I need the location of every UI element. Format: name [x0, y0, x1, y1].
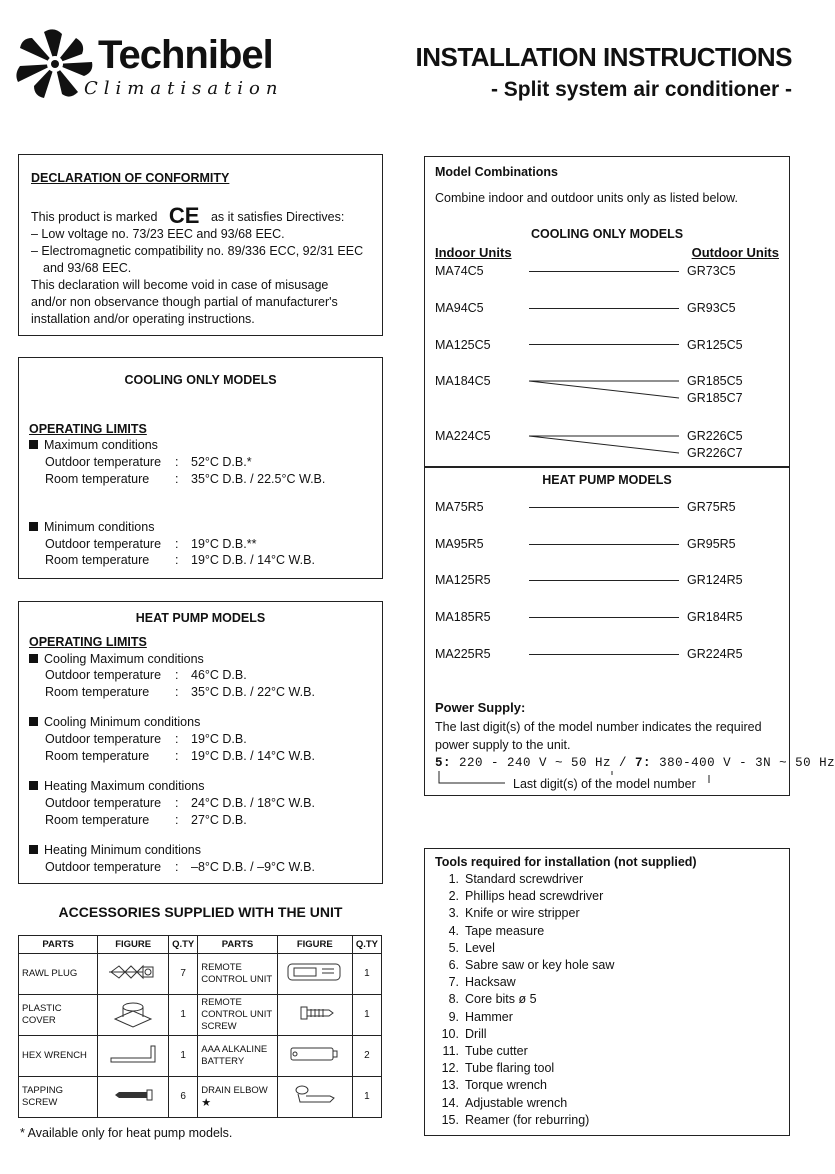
- table-row: [19, 995, 382, 1036]
- part-qty: 7: [169, 954, 198, 995]
- tool-number: 9.: [448, 1009, 459, 1024]
- heatpump-operating-limits: OPERATING LIMITS: [29, 635, 147, 649]
- outdoor-model: GR224R5: [687, 647, 743, 661]
- power-spec-line: [435, 754, 835, 772]
- label: Outdoor temperature: [45, 455, 162, 469]
- outdoor-model: GR226C7: [687, 446, 743, 460]
- tool-item: [437, 940, 495, 957]
- colon: :: [175, 749, 179, 763]
- tool-name: Core bits ø 5: [465, 992, 537, 1007]
- connector-line: [529, 308, 679, 309]
- value: 52°C D.B.*: [191, 455, 252, 469]
- outdoor-model: GR75R5: [687, 500, 736, 514]
- outdoor-model: GR95R5: [687, 537, 736, 551]
- declaration-heading: DECLARATION OF CONFORMITY: [31, 171, 230, 185]
- battery-icon: [277, 1036, 352, 1077]
- colon: :: [175, 685, 179, 699]
- label: Outdoor temperature: [45, 668, 162, 682]
- heatpump-combos-box: [424, 466, 835, 796]
- label: Outdoor temperature: [45, 796, 162, 810]
- part-name: AAA ALKALINE BATTERY: [198, 1036, 278, 1077]
- colon: :: [175, 668, 179, 682]
- hp-row: [45, 811, 247, 829]
- declaration-line-2: – Low voltage no. 73/23 EEC and 93/68 EEC.: [31, 227, 285, 241]
- indoor-model: MA74C5: [435, 264, 484, 278]
- tool-number: 11.: [442, 1044, 459, 1058]
- declaration-line-5: This declaration will become void in case of misusage: [31, 278, 329, 292]
- table-row: [19, 1036, 382, 1077]
- ce-mark-icon: CE: [168, 203, 200, 228]
- branch-connector: [527, 430, 687, 460]
- tool-item: [437, 871, 583, 888]
- tool-name: Reamer (for reburring): [465, 1112, 590, 1127]
- tool-name: Hammer: [465, 1009, 513, 1024]
- table-row: [19, 1077, 382, 1118]
- col-figure: FIGURE: [277, 936, 352, 954]
- col-parts: PARTS: [198, 936, 278, 954]
- tool-number: 14.: [441, 1095, 459, 1110]
- branch-connector: [527, 375, 687, 405]
- value: 35°C D.B. / 22°C W.B.: [191, 685, 315, 699]
- combinations-heading: Model Combinations: [435, 165, 558, 179]
- combinations-box: [424, 156, 790, 468]
- tool-name: Torque wrench: [465, 1078, 547, 1093]
- tool-item: [437, 1112, 589, 1129]
- connector-line: [529, 617, 679, 618]
- tool-item: [437, 1043, 528, 1060]
- heatpump-limits-heading: HEAT PUMP MODELS: [135, 611, 266, 625]
- outdoor-model: GR73C5: [687, 264, 736, 278]
- heatpump-models-heading: HEAT PUMP MODELS: [542, 473, 672, 487]
- part-qty: 1: [352, 954, 381, 995]
- part-name: REMOTE CONTROL UNIT: [198, 954, 278, 995]
- label: Room temperature: [45, 685, 150, 699]
- tool-name: Standard screwdriver: [465, 872, 584, 886]
- value: 19°C D.B. / 14°C W.B.: [191, 749, 315, 763]
- spec-5: 220 - 240 V ~ 50 Hz /: [451, 756, 636, 770]
- tool-item: [437, 1077, 547, 1094]
- part-qty: 6: [169, 1077, 198, 1118]
- tool-item: [437, 905, 580, 922]
- label: Room temperature: [45, 472, 150, 486]
- cooling-limits-box: [18, 357, 383, 579]
- declaration-directives-text: as it satisfies Directives:: [210, 210, 345, 224]
- spec-7: 380-400 V - 3N ~ 50 Hz: [651, 756, 835, 770]
- label: Outdoor temperature: [45, 537, 162, 551]
- label: Room temperature: [45, 749, 150, 763]
- hp-group-title-text: Heating Minimum conditions: [44, 843, 202, 857]
- page-subtitle: - Split system air conditioner -: [490, 78, 792, 101]
- plastic-cover-icon: [98, 995, 169, 1036]
- tool-name: Hacksaw: [465, 975, 516, 990]
- power-supply-line-1: The last digit(s) of the model number indicates the required: [435, 720, 762, 734]
- tool-name: Tape measure: [465, 923, 545, 938]
- tool-number: 8.: [448, 992, 459, 1007]
- tools-box: [424, 848, 790, 1136]
- colon: :: [175, 813, 179, 827]
- star-icon: ★: [201, 1096, 212, 1109]
- connector-line: [529, 271, 679, 272]
- part-name: HEX WRENCH: [19, 1036, 98, 1077]
- declaration-line-1: [31, 203, 345, 228]
- cooling-max-outdoor: [45, 453, 252, 471]
- tool-number: 2.: [448, 889, 459, 904]
- part-name: DRAIN ELBOW: [201, 1084, 268, 1096]
- cooling-operating-limits: OPERATING LIMITS: [29, 422, 147, 436]
- hp-group-title-text: Cooling Minimum conditions: [44, 715, 201, 729]
- value: 27°C D.B.: [191, 813, 247, 827]
- value: 35°C D.B. / 22.5°C W.B.: [191, 472, 326, 486]
- tool-item: [437, 923, 544, 940]
- value: 19°C D.B.**: [191, 537, 257, 551]
- hp-group-title-text: Heating Maximum conditions: [44, 779, 205, 793]
- tool-number: 7.: [448, 975, 459, 990]
- hp-row: [45, 747, 315, 765]
- brand-name: Technibel: [98, 33, 273, 77]
- part-name: RAWL PLUG: [19, 954, 98, 995]
- declaration-box: [18, 154, 383, 336]
- tool-item: [437, 1026, 487, 1043]
- indoor-units-header: Indoor Units: [435, 245, 512, 260]
- code-5: 5:: [435, 756, 452, 770]
- tool-name: Level: [465, 940, 495, 955]
- outdoor-model: GR93C5: [687, 301, 736, 315]
- hp-group-title-text: Cooling Maximum conditions: [44, 652, 204, 666]
- rawl-plug-icon: [98, 954, 169, 995]
- part-qty: 1: [169, 1036, 198, 1077]
- cooling-min-title-text: Minimum conditions: [44, 520, 155, 534]
- tool-number: 15.: [441, 1112, 459, 1127]
- indoor-model: MA94C5: [435, 301, 484, 315]
- table-header-row: [19, 936, 382, 954]
- screw-icon: [277, 995, 352, 1036]
- tool-name: Tube cutter: [465, 1044, 528, 1058]
- declaration-line-6: and/or non observance though partial of manufacturer's: [31, 295, 338, 309]
- label: Outdoor temperature: [45, 860, 162, 874]
- connector-line: [529, 654, 679, 655]
- tool-name: Tube flaring tool: [465, 1061, 555, 1076]
- value: 46°C D.B.: [191, 668, 247, 682]
- drain-elbow-icon: [277, 1077, 352, 1118]
- hp-row: [45, 666, 247, 684]
- tool-item: [437, 991, 537, 1008]
- brand-subname: Climatisation: [84, 78, 284, 99]
- page-title: INSTALLATION INSTRUCTIONS: [415, 42, 792, 72]
- tool-name: Knife or wire stripper: [465, 906, 580, 921]
- tool-number: 1.: [448, 872, 459, 886]
- colon: :: [175, 732, 179, 746]
- hp-group-title: [29, 713, 200, 731]
- declaration-marked-text: This product is marked: [31, 210, 158, 224]
- tool-number: 13.: [441, 1078, 459, 1093]
- part-qty: 1: [169, 995, 198, 1036]
- col-qty: Q.TY: [169, 936, 198, 954]
- tools-heading: Tools required for installation (not supplied): [435, 855, 697, 869]
- tool-number: 12.: [441, 1061, 459, 1076]
- power-supply-heading: Power Supply:: [435, 700, 526, 715]
- indoor-model: MA125R5: [435, 573, 491, 587]
- outdoor-model: GR184R5: [687, 610, 743, 624]
- tool-name: Drill: [465, 1026, 487, 1041]
- col-figure: FIGURE: [98, 936, 169, 954]
- tool-name: Phillips head screwdriver: [465, 889, 604, 904]
- connector-line: [529, 580, 679, 581]
- col-qty: Q.TY: [352, 936, 381, 954]
- connector-line: [529, 344, 679, 345]
- outdoor-model: GR125C5: [687, 338, 743, 352]
- value: 19°C D.B.: [191, 732, 247, 746]
- hp-row: [45, 730, 247, 748]
- connector-line: [529, 544, 679, 545]
- indoor-model: MA75R5: [435, 500, 484, 514]
- cooling-min-title: [29, 518, 154, 536]
- outdoor-model: GR185C7: [687, 391, 743, 405]
- part-name-cell: [198, 1077, 278, 1118]
- tool-item: [437, 974, 516, 991]
- cooling-models-heading: COOLING ONLY MODELS: [530, 227, 684, 241]
- tool-item: [437, 888, 603, 905]
- indoor-model: MA185R5: [435, 610, 491, 624]
- indoor-model: MA225R5: [435, 647, 491, 661]
- outdoor-model: GR185C5: [687, 374, 743, 388]
- part-qty: 1: [352, 1077, 381, 1118]
- label: Room temperature: [45, 813, 150, 827]
- outdoor-model: GR226C5: [687, 429, 743, 443]
- tapping-screw-icon: [98, 1077, 169, 1118]
- colon: :: [175, 537, 179, 551]
- colon: :: [175, 472, 179, 486]
- cooling-max-title-text: Maximum conditions: [44, 438, 158, 452]
- value: 24°C D.B. / 18°C W.B.: [191, 796, 315, 810]
- hp-row: [45, 794, 315, 812]
- col-parts: PARTS: [19, 936, 98, 954]
- brand-logo: [14, 28, 314, 102]
- tool-number: 5.: [448, 940, 459, 955]
- colon: :: [175, 796, 179, 810]
- colon: :: [175, 860, 179, 874]
- code-7: 7:: [635, 756, 652, 770]
- part-qty: 1: [352, 995, 381, 1036]
- combinations-intro: Combine indoor and outdoor units only as listed below.: [435, 191, 738, 205]
- hp-row: [45, 683, 315, 701]
- tool-item: [437, 1095, 567, 1112]
- indoor-model: MA184C5: [435, 374, 491, 388]
- cooling-limits-heading: COOLING ONLY MODELS: [124, 373, 277, 387]
- tool-number: 4.: [448, 923, 459, 938]
- tool-item: [437, 1060, 554, 1077]
- indoor-model: MA224C5: [435, 429, 491, 443]
- tool-number: 3.: [448, 906, 459, 921]
- accessories-footnote: * Available only for heat pump models.: [20, 1126, 233, 1140]
- outdoor-model: GR124R5: [687, 573, 743, 587]
- table-row: [19, 954, 382, 995]
- value: 19°C D.B. / 14°C W.B.: [191, 553, 315, 567]
- part-name: TAPPING SCREW: [19, 1077, 98, 1118]
- accessories-table: [18, 935, 382, 1118]
- hp-row: [45, 858, 315, 876]
- last-digit-note: Last digit(s) of the model number: [513, 777, 696, 791]
- part-qty: 2: [352, 1036, 381, 1077]
- cooling-max-room: [45, 470, 325, 488]
- hp-group-title: [29, 841, 201, 859]
- accessories-heading: ACCESSORIES SUPPLIED WITH THE UNIT: [58, 904, 343, 920]
- hex-wrench-icon: [98, 1036, 169, 1077]
- outdoor-units-header: Outdoor Units: [691, 245, 779, 260]
- value: –8°C D.B. / –9°C W.B.: [191, 860, 315, 874]
- colon: :: [175, 553, 179, 567]
- remote-control-icon: [277, 954, 352, 995]
- tool-number: 10.: [441, 1026, 459, 1041]
- connector-line: [529, 507, 679, 508]
- tool-name: Adjustable wrench: [465, 1095, 568, 1110]
- cooling-max-title: [29, 436, 158, 454]
- declaration-line-4: and 93/68 EEC.: [43, 261, 132, 275]
- tool-number: 6.: [448, 958, 459, 972]
- tool-name: Sabre saw or key hole saw: [465, 958, 615, 972]
- power-supply-line-2: power supply to the unit.: [435, 738, 571, 752]
- colon: :: [175, 455, 179, 469]
- tool-item: [437, 1009, 513, 1026]
- label: Outdoor temperature: [45, 732, 162, 746]
- hp-group-title: [29, 777, 205, 795]
- label: Room temperature: [45, 553, 150, 567]
- heatpump-limits-box: [18, 601, 383, 884]
- part-name: REMOTE CONTROL UNIT SCREW: [198, 995, 278, 1036]
- part-name: PLASTIC COVER: [19, 995, 98, 1036]
- declaration-line-7: installation and/or operating instructions.: [31, 312, 255, 326]
- indoor-model: MA95R5: [435, 537, 484, 551]
- declaration-line-3: – Electromagnetic compatibility no. 89/336 ECC, 92/31 EEC: [31, 244, 364, 258]
- cooling-min-room: [45, 551, 315, 569]
- indoor-model: MA125C5: [435, 338, 491, 352]
- tool-item: [437, 957, 614, 974]
